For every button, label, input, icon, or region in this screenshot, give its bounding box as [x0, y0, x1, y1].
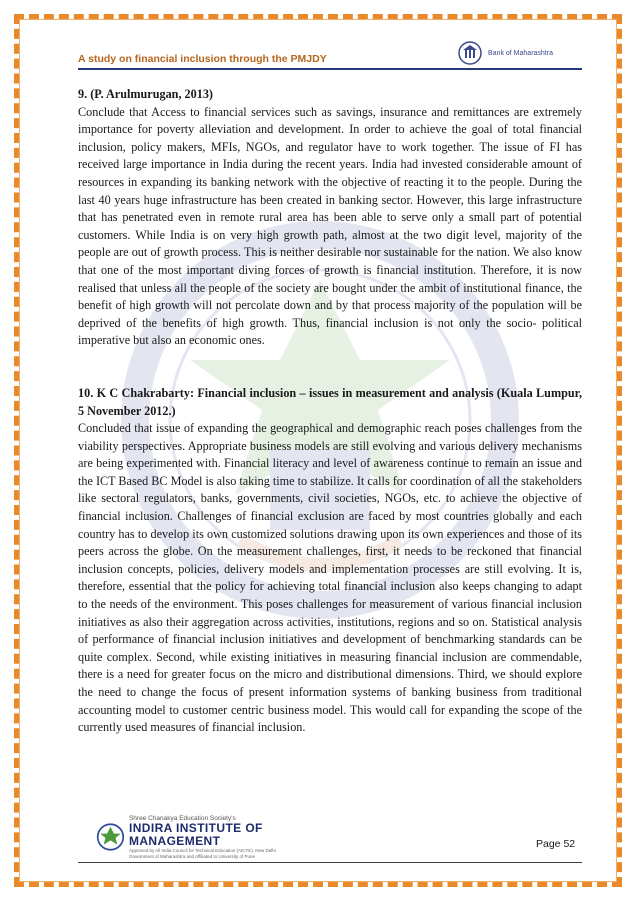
section-body: Conclude that Access to financial services such as savings, insurance and remittances are extremely importance for poverty alleviation and development. In order to achieve the goal of total financial inclusion, policy makers, MFIs, NGOs, and regulator have to work together. The issue of FI has received large importance in India during the recent years. India had invested considerable amount of resources in expanding its banking network with the objective of reacting it to the people. During the last 40 years huge infrastructure has been created in banking sector. However, this large infrastructure that has penetrated even in remote rural area has been able to serve only a small part of potential customers. While India is on very high growth path, almost at the two digit level, majority of the people are out of growth process. This is neither desirable nor sustainable for the nation. We also know that one of the most important diving forces of growth is financial institution. Therefore, it is now realised that unless all the people of the society are bought under the ambit of institutional finance, the benefit of high growth will not percolate down and by that process majority of the population will be deprived of the benefits of high growth. Thus, financial inclusion is not only the socio- political imperative but also an economic ones.	[78, 104, 582, 348]
bank-name: Bank of Maharashtra	[488, 49, 553, 57]
header-rule	[78, 68, 582, 70]
institute-name: INDIRA INSTITUTE OF MANAGEMENT	[128, 821, 263, 848]
approval-line: Approved by All India Council for Technical Education (AICTE), New Delhi	[128, 848, 276, 853]
section-spacer	[78, 350, 582, 385]
society-name: Shree Chanakya Education Society's	[128, 815, 236, 822]
section-heading: 9. (P. Arulmurugan, 2013)	[78, 87, 213, 101]
section-heading: 10. K C Chakrabarty: Financial inclusion – issues in measurement and analysis (Kuala Lumpur, 5 November 2012.)	[78, 385, 582, 418]
bank-logo	[458, 41, 553, 65]
section-body: Concluded that issue of expanding the geographical and demographic reach poses challenges from the viability perspectives. Appropriate business models are still evolving and various delivery mechanisms are being experimented with. Financial literacy and level of awareness continue to remain an issue and the ICT Based BC Model is also taking time to stabilize. It calls for coordination of all the stakeholders like sectoral regulators, banks, governments, civil societies, NGOs, etc. to achieve the objective of financial inclusion. Challenges of financial exclusion are faced by most countries globally and each country has to develop its own customized solutions drawing upon its own experiences and those of its peers across the globe. On the measurement challenges, first, it needs to be reckoned that financial inclusion concepts, policies, delivery models and implementation processes are still evolving. It is, therefore, essential that the policy for achieving total financial inclusion also keeps changing to adapt to the needs of the environment. This poses challenges for measurement of various financial inclusion initiatives as also their aggregation across activities, institutions, regions and so on. Statistical analysis of performance of financial inclusion initiatives and development of benchmarking standards can be quite complex. Second, while existing initiatives in measuring financial inclusion are commendable, there is a need for greater focus on the micro and distributional dimensions. Third, we should explore the need to change the focus of present information systems of banking business from traditional accounting model to customer centric business model. This would call for expanding the scope of the currently used measures of financial inclusion.	[78, 421, 582, 735]
document-header-title: A study on financial inclusion through the PMJDY	[78, 53, 327, 65]
page-content	[78, 86, 582, 737]
institute-emblem-icon	[96, 820, 125, 854]
footer-rule	[78, 862, 582, 863]
institute-logo	[96, 815, 324, 859]
approval-line: Government of Maharashtra and Affiliated to University of Pune	[128, 853, 255, 859]
bank-emblem-icon	[458, 41, 482, 65]
page-number: Page 52	[536, 838, 576, 850]
